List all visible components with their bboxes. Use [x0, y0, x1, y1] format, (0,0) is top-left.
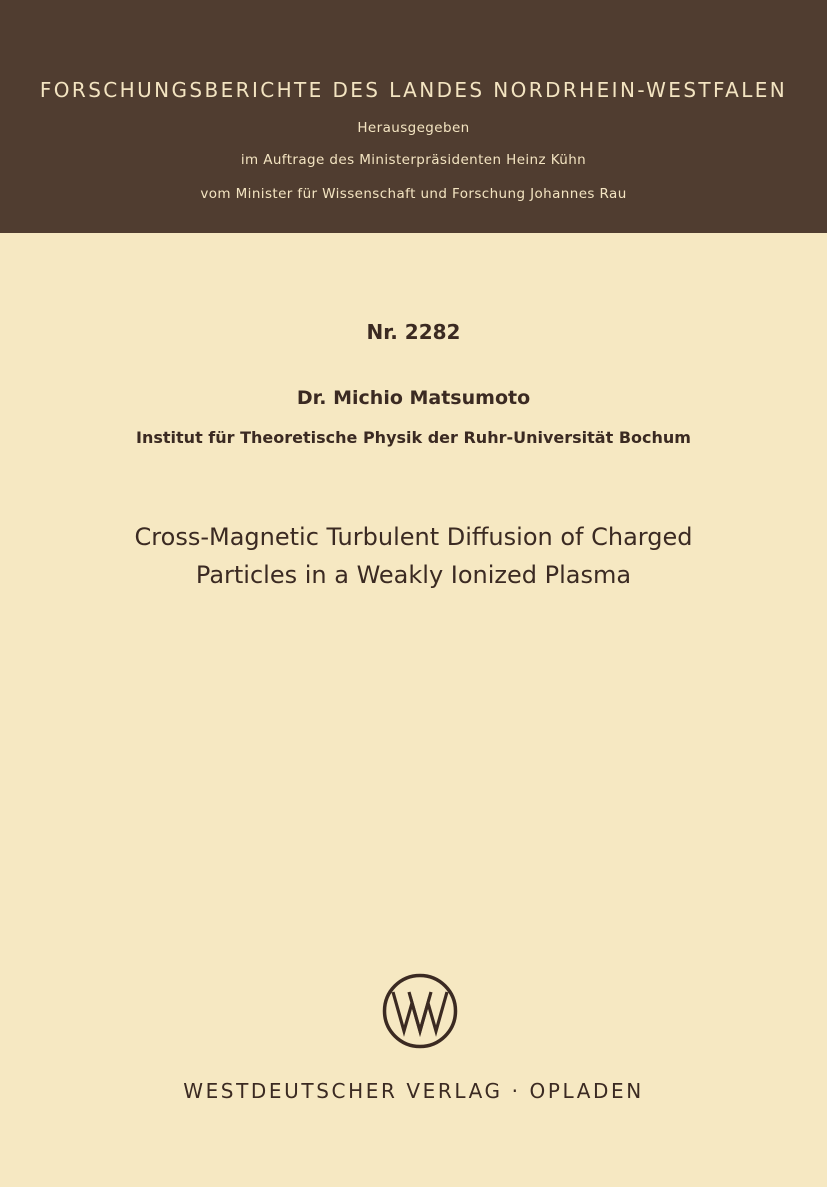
author-institute: Institut für Theoretische Physik der Ruhr-Universität Bochum: [136, 428, 691, 447]
series-title: FORSCHUNGSBERICHTE DES LANDES NORDRHEIN-WESTFALEN: [39, 78, 788, 102]
report-number: Nr. 2282: [366, 320, 461, 344]
author-name: Dr. Michio Matsumoto: [296, 387, 531, 409]
publisher-name: WESTDEUTSCHER VERLAG · OPLADEN: [183, 1079, 644, 1103]
header-line-editor: Herausgegeben: [357, 120, 470, 136]
series-header-band: [0, 0, 827, 233]
book-title-line-2: Particles in a Weakly Ionized Plasma: [195, 561, 632, 589]
book-title-line-1: Cross-Magnetic Turbulent Diffusion of Charged: [134, 523, 693, 551]
ww-circle-logo-icon: [382, 973, 458, 1049]
header-line-commission: im Auftrage des Ministerpräsidenten Heinz Kühn: [240, 152, 587, 168]
header-line-minister: vom Minister für Wissenschaft und Forschung Johannes Rau: [200, 186, 627, 202]
